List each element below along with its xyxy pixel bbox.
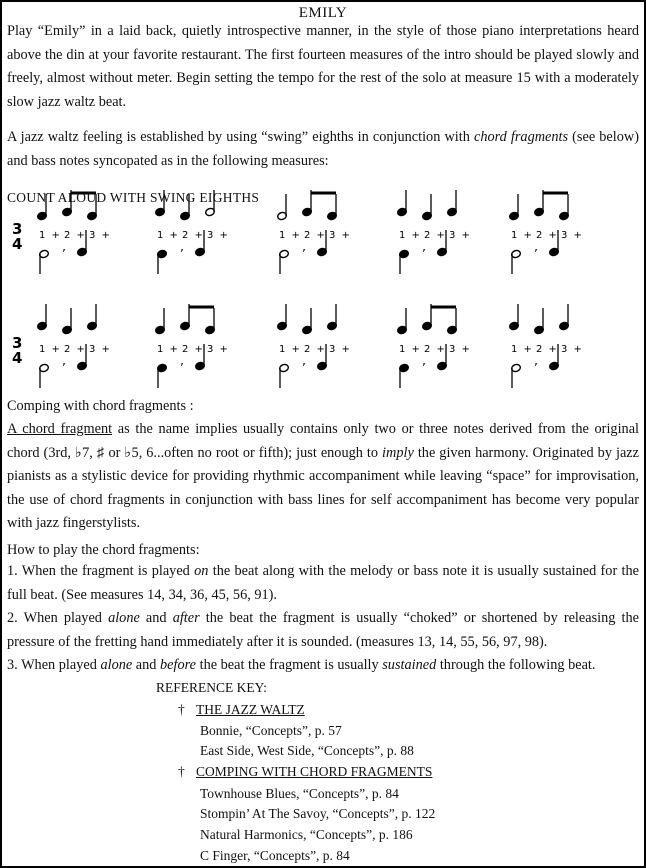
count-label: 3 (89, 230, 96, 241)
count-label: 1 (39, 230, 46, 241)
count-label: + (411, 230, 420, 241)
rest: ’ (62, 247, 66, 261)
count-label: 1 (279, 344, 286, 355)
reference-item: Bonnie, “Concepts”, p. 57 (200, 723, 342, 738)
reference-section-comping: COMPING WITH CHORD FRAGMENTS (196, 764, 433, 779)
count-label: 1 (399, 230, 406, 241)
music-examples (2, 2, 644, 402)
count-label: + (316, 344, 325, 355)
count-label: 1 (511, 344, 518, 355)
count-label: + (51, 230, 60, 241)
how-heading: How to play the chord fragments: (7, 542, 200, 558)
music-root (12, 190, 582, 388)
count-label: 1 (157, 230, 164, 241)
rest: ’ (180, 361, 184, 375)
rest: ’ (534, 247, 538, 261)
page-title: EMILY (298, 5, 348, 21)
rest: ’ (422, 247, 426, 261)
dagger-1: † (178, 702, 185, 717)
waltz-text-a: A jazz waltz feeling is established by using “swing” eighths in conjunction with (7, 129, 474, 145)
reference-item: Natural Harmonics, “Concepts”, p. 186 (200, 827, 413, 842)
count-label: + (411, 344, 420, 355)
chord-fragment-term: A chord fragment (7, 421, 113, 437)
count-label: 2 (424, 230, 431, 241)
count-label: 1 (399, 344, 406, 355)
reference-item: Stompin’ At The Savoy, “Concepts”, p. 122 (200, 806, 436, 821)
rest: ’ (180, 247, 184, 261)
comping-heading: Comping with chord fragments : (7, 398, 194, 414)
dagger-2: † (178, 764, 185, 779)
count-label: + (169, 344, 178, 355)
count-label: + (523, 230, 532, 241)
count-label: + (194, 230, 203, 241)
intro-text: Play “Emily” in a laid back, quietly introspective manner, in the style of those piano interpretations heard above the din at your favorite restaurant. The first fourteen measures of the intro should be played slowly and freely, almost without meter. Begin setting the tempo for the rest of the solo at measure 15 with a moderately slow jazz waltz beat. (7, 23, 639, 110)
count-label: + (436, 344, 445, 355)
count-label: 3 (449, 344, 456, 355)
count-label: 2 (304, 230, 311, 241)
count-label: + (219, 230, 228, 241)
count-label: 2 (64, 344, 71, 355)
comping-text-a: as the name implies usually contains only two or three notes derived from the original chord (3rd, ♭7, ♯ or ♭5, 6...often no root or fifth); just enough to (7, 421, 640, 461)
time-signature-bottom: 4 (12, 349, 23, 367)
waltz-text-b: (see below) and bass notes syncopated as in the following measures: (7, 129, 639, 169)
count-label: + (291, 230, 300, 241)
rest: ’ (302, 247, 306, 261)
rule-2: 2. When played alone and after the beat the fragment is usually “choked” or shortened by releasing the pressure of the fretting hand immediately after it is sounded. (measures 13, 14, 55, 56, 97, 98). (7, 610, 639, 650)
comping-text-em: imply (382, 444, 414, 461)
count-label: 1 (157, 344, 164, 355)
count-label: + (461, 344, 470, 355)
rest: ’ (422, 361, 426, 375)
count-label: 3 (449, 230, 456, 241)
reference-item: East Side, West Side, “Concepts”, p. 88 (200, 743, 414, 758)
count-label: + (194, 344, 203, 355)
rule-1: 1. When the fragment is played on the beat along with the melody or bass note it is usually sustained for the full beat. (See measures 14, 34, 36, 45, 56, 91). (7, 563, 639, 603)
reference-item: C Finger, “Concepts”, p. 84 (200, 848, 350, 863)
time-signature-top: 3 (12, 220, 23, 238)
rest: ’ (534, 361, 538, 375)
count-label: + (101, 230, 110, 241)
count-label: + (341, 230, 350, 241)
count-label: 2 (64, 230, 71, 241)
count-label: 3 (329, 344, 336, 355)
count-label: 3 (561, 230, 568, 241)
count-label: 3 (561, 344, 568, 355)
count-label: 3 (329, 230, 336, 241)
count-label: + (291, 344, 300, 355)
count-label: + (169, 230, 178, 241)
count-label: 2 (304, 344, 311, 355)
count-heading: COUNT ALOUD WITH SWING EIGHTHS (7, 190, 260, 205)
count-label: 3 (207, 230, 214, 241)
count-label: 2 (536, 230, 543, 241)
time-signature-bottom: 4 (12, 235, 23, 253)
count-label: 3 (89, 344, 96, 355)
reference-heading: REFERENCE KEY: (156, 680, 267, 695)
count-label: 1 (39, 344, 46, 355)
rest: ’ (62, 361, 66, 375)
rules-list (7, 560, 639, 678)
count-label: 2 (182, 344, 189, 355)
rest: ’ (302, 361, 306, 375)
count-label: + (523, 344, 532, 355)
reference-item: Townhouse Blues, “Concepts”, p. 84 (200, 786, 399, 801)
count-label: 1 (511, 230, 518, 241)
comping-paragraph (7, 418, 639, 536)
count-label: + (76, 344, 85, 355)
count-label: 1 (279, 230, 286, 241)
count-label: 2 (182, 230, 189, 241)
count-label: 3 (207, 344, 214, 355)
count-label: + (436, 230, 445, 241)
count-label: + (573, 230, 582, 241)
count-label: + (316, 230, 325, 241)
reference-section-jazz-waltz: THE JAZZ WALTZ (196, 702, 305, 717)
count-label: + (76, 230, 85, 241)
count-label: + (548, 230, 557, 241)
comping-text-b: the given harmony. Originated by jazz pianists as a stylistic device for providing rhythmic accompaniment while leaving “space” for improvisation, the use of chord fragments in conjunction with bass lines for self accompaniment has become very popular with jazz fingerstylists. (7, 444, 639, 531)
count-label: + (461, 230, 470, 241)
comping-text (7, 418, 639, 536)
count-label: + (548, 344, 557, 355)
count-label: + (101, 344, 110, 355)
count-label: + (219, 344, 228, 355)
waltz-text-em: chord fragments (473, 129, 569, 145)
count-label: + (573, 344, 582, 355)
count-label: 2 (424, 344, 431, 355)
count-label: + (341, 344, 350, 355)
time-signature-top: 3 (12, 334, 23, 352)
count-label: + (51, 344, 60, 355)
count-label: 2 (536, 344, 543, 355)
rule-3: 3. When played alone and before the beat the fragment is usually sustained through the following beat. (7, 657, 596, 673)
